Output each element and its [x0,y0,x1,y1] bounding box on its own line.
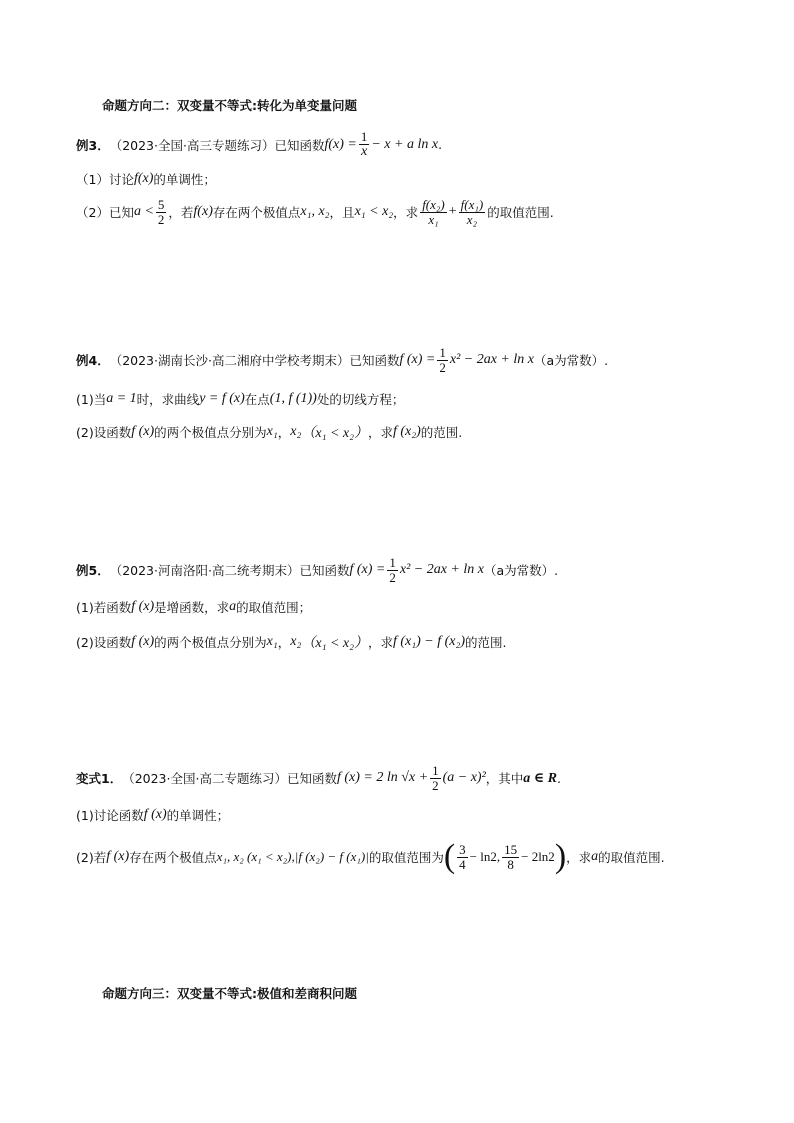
fraction-denominator: 8 [507,856,514,872]
math-expr: x₂ [290,424,302,439]
fraction-denominator: x₁ [428,211,439,227]
math-expr: f(x) [133,171,154,186]
example-4-stem [76,346,608,374]
question-text: 的取值范围. [487,205,554,221]
question-text: 的两个极值点分别为 [154,635,267,650]
function-expr-tail: x² − 2ax + ln x [399,562,484,578]
period: . [438,137,443,153]
fraction [387,556,398,584]
question-text: 的取值范围； [236,600,312,615]
question-text: （2）已知 [76,205,134,221]
question-text: 是增函数，求 [154,600,230,615]
question-text: 的两个极值点分别为 [154,425,267,440]
fraction [156,198,167,226]
function-expr: f(x) = [324,136,357,152]
fraction-numerator: 1 [432,763,439,778]
math-expr: （x₁ < x₂） [301,636,368,651]
fraction-numerator: 3 [459,841,466,857]
question-text: ，求 [393,205,419,221]
question-text: 处的切线方程； [316,392,405,407]
example-source: （2023·湖南长沙·高二湘府中学校考期末） [109,353,350,369]
math-expr: − 2ln2 [521,849,555,864]
question-text: 的取值范围. [598,850,665,865]
stem-text: 已知函数 [286,771,337,787]
example-label: 例3． [76,137,110,153]
fraction-denominator: 2 [439,359,446,375]
math-expr: f (x₂) [393,424,421,439]
math-expr: x₁, x₂ (x₁ < x₂), [216,849,295,864]
math-expr: f (x) [131,599,155,614]
fraction [430,764,441,792]
fraction-numerator: 15 [504,841,518,857]
function-expr-tail: (a − x)² [442,770,486,786]
question-text: 存在两个极值点 [212,205,301,221]
example-4-q1 [76,390,404,408]
example-source: （2023·河南洛阳·高二统考期末） [109,563,300,579]
example-4-q2 [76,422,462,442]
question-text: (1)讨论函数 [76,808,144,823]
question-text: 的取值范围为 [368,850,444,865]
example-source: （2023·全国·高三专题练习） [109,137,275,153]
example-label: 例5． [76,563,110,579]
question-text: (2)设函数 [76,635,132,650]
stem-text: ，其中 [485,771,524,787]
stem-text: 已知函数 [349,353,400,369]
example-5-q2 [76,632,507,652]
example-5-stem [76,556,558,584]
math-expr: a = 1 [106,391,137,406]
plus-sign: + [448,204,457,220]
stem-text: 已知函数 [274,137,325,153]
fraction-denominator: x [361,143,368,159]
fraction-denominator: 2 [157,211,165,227]
question-text: （1）讨论 [76,172,134,187]
fraction [459,198,486,226]
question-text: (1)若函数 [76,600,132,615]
function-expr-tail: − x + a ln x [371,136,439,152]
section-title: 命题方向二：双变量不等式:转化为单变量问题 [102,98,357,113]
question-text: 存在两个极值点 [129,850,217,865]
question-text: ，若 [168,205,194,221]
example-label: 变式1． [76,771,123,787]
question-text: ， [277,425,291,440]
stem-text: 已知函数 [299,563,350,579]
question-text: 在点 [244,392,270,407]
fraction-numerator: f(x₁) [460,197,484,212]
question-text: ，求 [566,850,592,865]
example-3-q1 [76,170,216,188]
math-expr: a [591,849,599,864]
function-expr: f (x) = 2 ln √x + [336,770,429,786]
variant-1-q1 [76,806,229,824]
math-expr: f (x) [106,849,130,864]
example-label: 例4． [76,353,110,369]
math-expr: (1, f (1)) [269,391,317,406]
question-text: 的范围. [420,425,463,440]
question-text: (1)当 [76,392,107,407]
fraction [359,130,370,159]
math-expr: （x₁ < x₂） [301,426,368,441]
question-text: 时，求曲线 [136,392,200,407]
math-expr: x₁, x₂ [300,204,330,220]
math-expr: f (x) [131,634,155,649]
section-heading-2 [102,96,357,114]
fraction [420,198,447,226]
math-expr: a < [133,204,154,220]
math-expr: f (x₁) − f (x₂) [393,634,466,649]
fraction-numerator: 5 [157,197,165,212]
fraction [502,843,519,871]
fraction [457,843,468,871]
period: . [557,770,561,786]
question-text: 的单调性； [166,808,230,823]
function-expr: f (x) = [349,562,386,578]
fraction [437,346,448,374]
fraction-numerator: 1 [439,345,446,360]
example-source: （2023·全国·高二专题练习） [122,771,287,787]
section-heading-3 [102,984,357,1002]
question-text: (2)设函数 [76,425,132,440]
right-paren: ) [554,838,567,875]
math-expr: y = f (x) [199,391,245,406]
math-expr: x₁ [266,424,278,439]
math-expr: a [229,599,237,614]
function-expr: f (x) = [399,352,436,368]
math-expr: x₁ < x₂ [354,204,394,220]
question-text: ，且 [329,205,355,221]
stem-note: （a为常数）. [533,353,609,369]
question-text: 的范围. [465,635,507,650]
function-expr-tail: x² − 2ax + ln x [449,352,534,368]
math-expr: |f (x₂) − f (x₁)| [294,849,369,864]
fraction-denominator: 4 [459,856,466,872]
question-text: 的单调性； [153,172,216,187]
fraction-denominator: 2 [432,777,439,793]
math-expr: − ln2, [469,849,501,864]
fraction-denominator: x₂ [466,211,478,227]
stem-note: （a为常数）. [483,563,559,579]
math-expr: f (x) [131,424,155,439]
fraction-numerator: f(x₂) [422,197,445,212]
fraction-numerator: 1 [360,129,368,144]
example-3-q2 [76,198,554,226]
math-expr: x₁ [266,634,278,649]
variant-1-q2 [76,840,665,874]
question-text: ，求 [367,425,393,440]
left-paren: ( [443,838,456,875]
math-expr: f (x) [143,807,167,822]
math-expr: x₂ [290,634,302,649]
question-text: (2)若 [76,850,107,865]
question-text: ，求 [367,635,393,650]
fraction-denominator: 2 [389,569,396,585]
variant-1-stem [76,764,561,792]
example-5-q1 [76,598,311,616]
fraction-numerator: 1 [389,555,396,570]
section-title: 命题方向三：双变量不等式:极值和差商积问题 [102,986,357,1001]
question-text: ， [277,635,291,650]
example-3-stem [76,130,442,159]
math-expr: f(x) [193,204,213,220]
math-expr: a ∈ R [523,770,557,786]
